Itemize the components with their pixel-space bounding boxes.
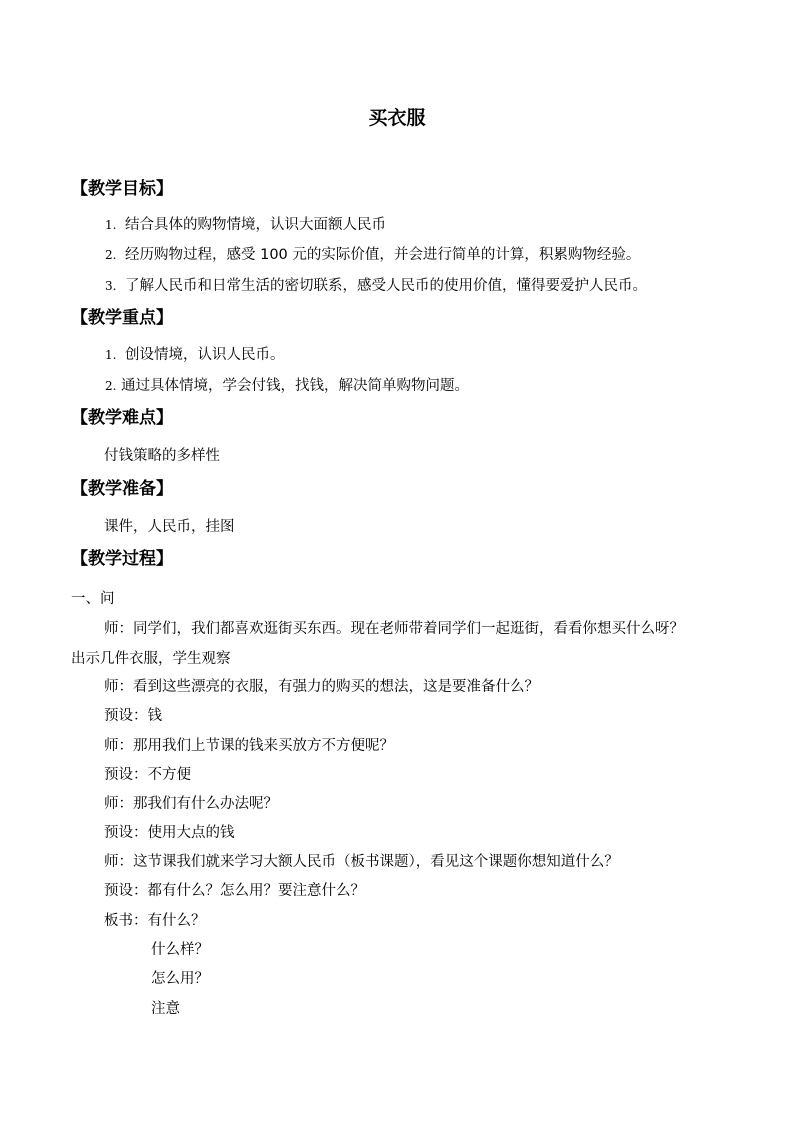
process-line-11: 板书：有什么？: [104, 913, 206, 929]
objective-item-1-text: 结合具体的购物情境，认识大面额人民币: [125, 217, 386, 233]
process-line-10: 预设：都有什么？怎么用？要注意什么？: [104, 883, 365, 899]
process-line-5: 师：那用我们上节课的钱来买放方不方便呢？: [104, 738, 394, 754]
key-point-item-2-num: 2.: [105, 379, 117, 393]
process-line-4: 预设：钱: [104, 708, 162, 724]
objective-item-2-text: 经历购物过程，感受 100 元的实际价值，并会进行简单的计算，积累购物经验。: [125, 247, 641, 263]
process-line-8: 预设：使用大点的钱: [104, 825, 235, 841]
key-point-item-1-num: 1.: [105, 348, 117, 362]
objective-item-2: [105, 244, 640, 266]
key-point-item-1: [105, 344, 285, 366]
process-line-12: 什么样？: [151, 942, 209, 958]
difficulties-text: 付钱策略的多样性: [104, 448, 220, 464]
preparation-text: 课件，人民币，挂图: [104, 519, 235, 535]
heading-process: 【教学过程】: [71, 549, 173, 569]
process-line-6: 预设：不方便: [104, 767, 191, 783]
process-line-13: 怎么用？: [151, 971, 209, 987]
key-point-item-1-text: 创设情境，认识人民币。: [125, 347, 285, 363]
objective-item-3-text: 了解人民币和日常生活的密切联系，感受人民币的使用价值，懂得要爱护人民币。: [125, 278, 647, 294]
process-line-9: 师：这节课我们就来学习大额人民币（板书课题），看见这个课题你想知道什么？: [104, 854, 619, 870]
heading-key-points: 【教学重点】: [71, 308, 173, 328]
objective-item-1-num: 1.: [105, 218, 117, 232]
heading-preparation: 【教学准备】: [71, 479, 173, 499]
process-line-2: 出示几件衣服，学生观察: [71, 651, 231, 667]
process-line-7: 师：那我们有什么办法呢？: [104, 796, 278, 812]
process-part1-title: 一、问: [71, 591, 115, 607]
process-line-1: 师：同学们，我们都喜欢逛街买东西。现在老师带着同学们一起逛街，看看你想买什么呀？: [104, 621, 684, 637]
document-title: 买衣服: [368, 107, 426, 129]
heading-difficulties: 【教学难点】: [71, 408, 173, 428]
objective-item-3: [105, 275, 647, 297]
process-line-3: 师：看到这些漂亮的衣服，有强力的购买的想法，这是要准备什么？: [104, 679, 539, 695]
process-line-14: 注意: [151, 1001, 180, 1017]
heading-objectives: 【教学目标】: [71, 179, 173, 199]
key-point-item-2: [105, 375, 469, 397]
key-point-item-2-text: 通过具体情境，学会付钱，找钱，解决简单购物问题。: [121, 378, 469, 394]
objective-item-1: [105, 214, 386, 236]
objective-item-3-num: 3.: [105, 279, 117, 293]
objective-item-2-num: 2.: [105, 248, 117, 262]
